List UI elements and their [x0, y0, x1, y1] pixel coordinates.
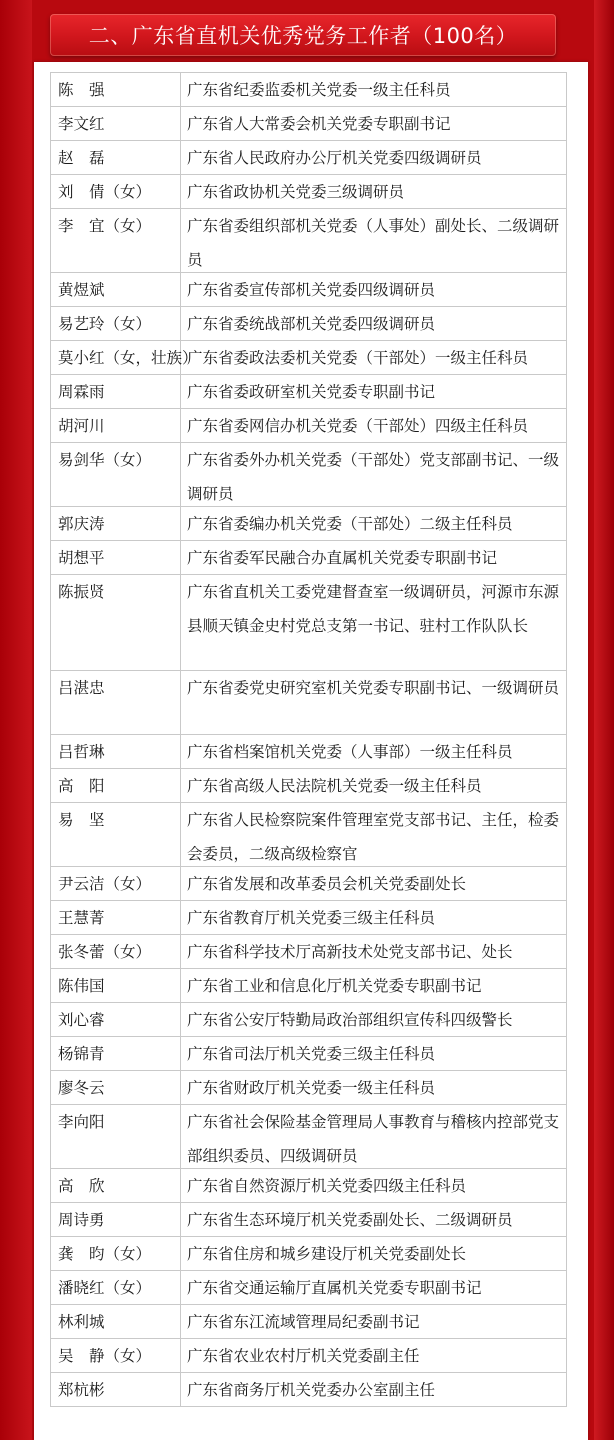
honoree-position-text: 广东省纪委监委机关党委一级主任科员 — [187, 81, 451, 99]
table-row — [51, 803, 567, 867]
honoree-position — [181, 735, 567, 769]
table-row — [51, 1003, 567, 1037]
table-row — [51, 1271, 567, 1305]
honoree-position — [181, 1105, 567, 1169]
honoree-position — [181, 507, 567, 541]
honoree-name: 龚 昀（女） — [51, 1237, 181, 1271]
table-row — [51, 1203, 567, 1237]
honoree-position — [181, 901, 567, 935]
honoree-position-text: 广东省司法厅机关党委三级主任科员 — [187, 1045, 436, 1063]
table-row — [51, 969, 567, 1003]
table-row — [51, 1339, 567, 1373]
table-row — [51, 341, 567, 375]
honoree-position-text: 广东省生态环境厅机关党委副处长、二级调研员 — [187, 1211, 513, 1229]
honoree-position-text: 广东省科学技术厅高新技术处党支部书记、处长 — [187, 943, 513, 961]
honoree-position-text: 广东省住房和城乡建设厅机关党委副处长 — [187, 1245, 467, 1263]
honoree-position — [181, 209, 567, 273]
honoree-position-text: 广东省委宣传部机关党委四级调研员 — [187, 281, 436, 299]
honoree-position — [181, 1071, 567, 1105]
honoree-position — [181, 1203, 567, 1237]
honoree-position — [181, 541, 567, 575]
table-row — [51, 735, 567, 769]
honoree-name: 易剑华（女） — [51, 443, 181, 507]
honoree-name: 陈伟国 — [51, 969, 181, 1003]
honoree-position — [181, 969, 567, 1003]
honoree-position — [181, 575, 567, 671]
honoree-name: 陈振贤 — [51, 575, 181, 671]
honoree-name: 杨锦青 — [51, 1037, 181, 1071]
honoree-name: 周霖雨 — [51, 375, 181, 409]
honoree-name: 易 坚 — [51, 803, 181, 867]
honoree-position — [181, 307, 567, 341]
table-row — [51, 935, 567, 969]
table-row — [51, 1071, 567, 1105]
honoree-position — [181, 175, 567, 209]
honoree-position-text: 广东省东江流域管理局纪委副书记 — [187, 1313, 420, 1331]
honoree-name: 郭庆涛 — [51, 507, 181, 541]
honoree-position — [181, 443, 567, 507]
document-page — [34, 62, 588, 1440]
table-row — [51, 443, 567, 507]
honoree-position — [181, 375, 567, 409]
honoree-position-text: 广东省委政法委机关党委（干部处）一级主任科员 — [187, 349, 529, 367]
honoree-position — [181, 867, 567, 901]
honoree-position-text: 广东省人民检察院案件管理室党支部书记、主任，检委会委员，二级高级检察官 — [187, 811, 560, 863]
honoree-position-text: 广东省商务厅机关党委办公室副主任 — [187, 1381, 436, 1399]
honoree-name: 黄煜斌 — [51, 273, 181, 307]
table-row — [51, 1105, 567, 1169]
table-row — [51, 769, 567, 803]
honoree-position-text: 广东省委统战部机关党委四级调研员 — [187, 315, 436, 333]
honoree-position — [181, 141, 567, 175]
table-row — [51, 1237, 567, 1271]
honoree-name: 吕哲琳 — [51, 735, 181, 769]
honoree-name: 吕湛忠 — [51, 671, 181, 735]
honoree-name: 尹云洁（女） — [51, 867, 181, 901]
table-row — [51, 273, 567, 307]
honoree-position-text: 广东省档案馆机关党委（人事部）一级主任科员 — [187, 743, 513, 761]
table-row — [51, 507, 567, 541]
honoree-position — [181, 1169, 567, 1203]
honoree-name: 易艺玲（女） — [51, 307, 181, 341]
table-row — [51, 541, 567, 575]
honoree-name: 莫小红（女，壮族） — [51, 341, 181, 375]
honoree-position-text: 广东省发展和改革委员会机关党委副处长 — [187, 875, 467, 893]
honoree-position-text: 广东省交通运输厅直属机关党委专职副书记 — [187, 1279, 482, 1297]
table-row — [51, 1373, 567, 1407]
honoree-position-text: 广东省政协机关党委三级调研员 — [187, 183, 405, 201]
honoree-position-text: 广东省社会保险基金管理局人事教育与稽核内控部党支部组织委员、四级调研员 — [187, 1113, 560, 1165]
honoree-position-text: 广东省委编办机关党委（干部处）二级主任科员 — [187, 515, 513, 533]
honoree-name: 胡想平 — [51, 541, 181, 575]
section-banner — [50, 14, 556, 56]
honoree-position — [181, 409, 567, 443]
table-row — [51, 141, 567, 175]
honoree-position — [181, 1237, 567, 1271]
table-row — [51, 209, 567, 273]
honoree-position — [181, 769, 567, 803]
honoree-position — [181, 803, 567, 867]
honoree-name: 胡河川 — [51, 409, 181, 443]
honoree-name: 李向阳 — [51, 1105, 181, 1169]
honoree-position — [181, 1037, 567, 1071]
table-row — [51, 867, 567, 901]
honoree-position — [181, 73, 567, 107]
table-row — [51, 375, 567, 409]
honoree-name: 李 宜（女） — [51, 209, 181, 273]
honoree-name: 林利城 — [51, 1305, 181, 1339]
honoree-name: 郑杭彬 — [51, 1373, 181, 1407]
honoree-position-text: 广东省工业和信息化厅机关党委专职副书记 — [187, 977, 482, 995]
honoree-position-text: 广东省人民政府办公厅机关党委四级调研员 — [187, 149, 482, 167]
honoree-position — [181, 1305, 567, 1339]
honoree-position — [181, 1339, 567, 1373]
right-border-decoration — [594, 0, 614, 1440]
table-row — [51, 901, 567, 935]
honoree-position-text: 广东省公安厅特勤局政治部组织宣传科四级警长 — [187, 1011, 513, 1029]
honoree-position — [181, 671, 567, 735]
honoree-position-text: 广东省委外办机关党委（干部处）党支部副书记、一级调研员 — [187, 451, 560, 503]
honoree-position-text: 广东省高级人民法院机关党委一级主任科员 — [187, 777, 482, 795]
honoree-name: 陈 强 — [51, 73, 181, 107]
table-row — [51, 107, 567, 141]
honoree-name: 高 欣 — [51, 1169, 181, 1203]
honoree-position — [181, 1373, 567, 1407]
honoree-name: 赵 磊 — [51, 141, 181, 175]
honoree-position-text: 广东省委网信办机关党委（干部处）四级主任科员 — [187, 417, 529, 435]
left-border-decoration — [0, 0, 32, 1440]
honoree-position — [181, 273, 567, 307]
honoree-name: 吴 静（女） — [51, 1339, 181, 1373]
table-row — [51, 175, 567, 209]
honoree-position-text: 广东省委组织部机关党委（人事处）副处长、二级调研员 — [187, 217, 560, 269]
honoree-position-text: 广东省委军民融合办直属机关党委专职副书记 — [187, 549, 498, 567]
honoree-name: 廖冬云 — [51, 1071, 181, 1105]
honoree-name: 李文红 — [51, 107, 181, 141]
honoree-table — [50, 72, 567, 1407]
honoree-name: 高 阳 — [51, 769, 181, 803]
honoree-position-text: 广东省人大常委会机关党委专职副书记 — [187, 115, 451, 133]
honoree-position-text: 广东省教育厅机关党委三级主任科员 — [187, 909, 436, 927]
section-title: 二、广东省直机关优秀党务工作者（100名） — [88, 24, 518, 48]
honoree-position — [181, 1003, 567, 1037]
table-row — [51, 1169, 567, 1203]
honoree-position-text: 广东省自然资源厅机关党委四级主任科员 — [187, 1177, 467, 1195]
honoree-position — [181, 935, 567, 969]
table-row — [51, 409, 567, 443]
table-row — [51, 575, 567, 671]
honoree-position-text: 广东省财政厅机关党委一级主任科员 — [187, 1079, 436, 1097]
table-row — [51, 73, 567, 107]
honoree-name: 刘心睿 — [51, 1003, 181, 1037]
honoree-position-text: 广东省直机关工委党建督查室一级调研员，河源市东源县顺天镇金史村党总支第一书记、驻村工作队队长 — [187, 583, 560, 635]
honoree-position-text: 广东省委党史研究室机关党委专职副书记、一级调研员 — [187, 679, 560, 697]
honoree-name: 张冬蕾（女） — [51, 935, 181, 969]
table-row — [51, 1037, 567, 1071]
honoree-name: 周诗勇 — [51, 1203, 181, 1237]
honoree-name: 潘晓红（女） — [51, 1271, 181, 1305]
honoree-name: 刘 倩（女） — [51, 175, 181, 209]
honoree-name: 王慧菁 — [51, 901, 181, 935]
table-row — [51, 671, 567, 735]
table-row — [51, 1305, 567, 1339]
honoree-position-text: 广东省委政研室机关党委专职副书记 — [187, 383, 436, 401]
honoree-position — [181, 107, 567, 141]
honoree-position — [181, 341, 567, 375]
honoree-position-text: 广东省农业农村厅机关党委副主任 — [187, 1347, 420, 1365]
table-row — [51, 307, 567, 341]
honoree-position — [181, 1271, 567, 1305]
